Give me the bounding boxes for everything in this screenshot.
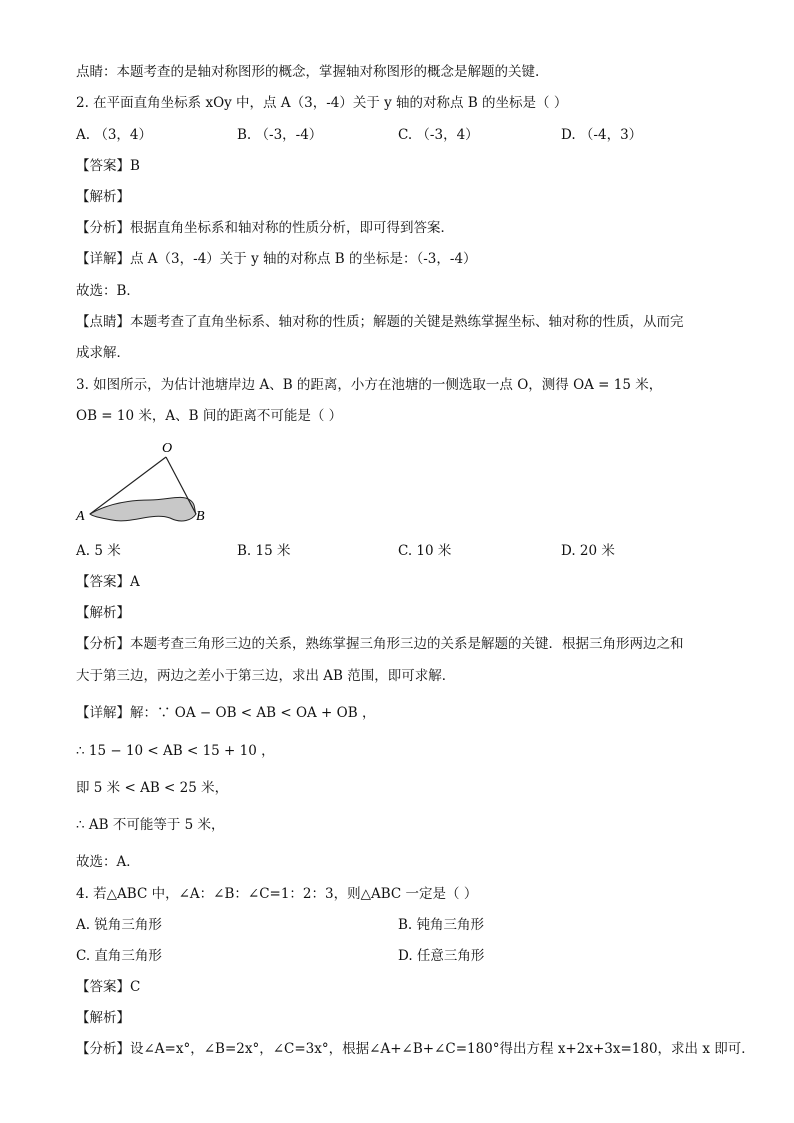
q3-xiangjie-2: ∴ 15 − 10 < AB < 15 + 10 ，	[76, 743, 275, 759]
l1: 点睛：本题考查的是轴对称图形的概念，掌握轴对称图形的概念是解题的关键.	[76, 64, 540, 80]
q4-answer: 【答案】C	[76, 979, 141, 995]
label-a: A	[76, 509, 85, 524]
q4-option-c: C. 直角三角形	[76, 948, 162, 964]
q3-guxuan: 故选：A．	[76, 854, 140, 870]
q2-guxuan: 故选：B．	[76, 283, 140, 299]
q3-fenxi-2: 大于第三边，两边之差小于第三边，求出 AB 范围，即可求解．	[76, 668, 456, 684]
q3-option-b: B. 15 米	[237, 543, 291, 559]
q3-xiangjie-1: 【详解】解：∵ OA − OB < AB < OA + OB ，	[76, 705, 376, 721]
label-b: B	[196, 509, 205, 524]
q4-analysis: 【解析】	[76, 1010, 130, 1026]
pond-figure	[72, 432, 222, 527]
q2-xiangjie: 【详解】点 A（3，-4）关于 y 轴的对称点 B 的坐标是：（-3，-4）	[76, 251, 477, 267]
q4-option-d: D. 任意三角形	[398, 948, 485, 964]
q3-option-c: C. 10 米	[398, 543, 452, 559]
q2-answer: 【答案】B	[76, 158, 140, 174]
q4-fenxi: 【分析】设∠A=x°，∠B=2x°，∠C=3x°，根据∠A+∠B+∠C=180°得出方程 x+2x+3x=180，求出 x 即可．	[76, 1041, 755, 1057]
q2-analysis: 【解析】	[76, 189, 130, 205]
q3-xiangjie-4: ∴ AB 不可能等于 5 米，	[76, 817, 225, 833]
q3-analysis: 【解析】	[76, 605, 130, 621]
q3-stem-1: 3. 如图所示，为估计池塘岸边 A、B 的距离，小方在池塘的一侧选取一点 O，测得 OA = 15 米，	[76, 377, 663, 393]
q4-option-a: A. 锐角三角形	[76, 917, 162, 933]
q2-option-c: C. （-3，4）	[398, 127, 479, 143]
q2-dianjing-1: 【点睛】本题考查了直角坐标系、轴对称的性质；解题的关键是熟练掌握坐标、轴对称的性质，从而完	[76, 314, 684, 330]
q3-option-d: D. 20 米	[561, 543, 615, 559]
label-o: O	[162, 441, 173, 456]
pond-shape	[90, 497, 196, 521]
q4-option-b: B. 钝角三角形	[398, 917, 485, 933]
q2-option-d: D. （-4，3）	[561, 127, 643, 143]
q3-stem-2: OB = 10 米，A、B 间的距离不可能是（ ）	[76, 408, 343, 424]
q3-option-a: A. 5 米	[76, 543, 121, 559]
q3-xiangjie-3: 即 5 米 < AB < 25 米，	[76, 780, 229, 796]
q3-answer: 【答案】A	[76, 574, 140, 590]
q2-dianjing-2: 成求解．	[76, 345, 130, 361]
q2-stem: 2. 在平面直角坐标系 xOy 中，点 A（3，-4）关于 y 轴的对称点 B 的坐标是（ ）	[76, 95, 568, 111]
q2-option-b: B. （-3，-4）	[237, 127, 323, 143]
q2-option-a: A. （3，4）	[76, 127, 153, 143]
q3-fenxi-1: 【分析】本题考查三角形三边的关系，熟练掌握三角形三边的关系是解题的关键．根据三角形两边之和	[76, 636, 684, 652]
q2-fenxi: 【分析】根据直角坐标系和轴对称的性质分析，即可得到答案．	[76, 220, 454, 236]
q4-stem: 4. 若△ABC 中，∠A：∠B：∠C=1：2：3，则△ABC 一定是（ ）	[76, 886, 478, 902]
